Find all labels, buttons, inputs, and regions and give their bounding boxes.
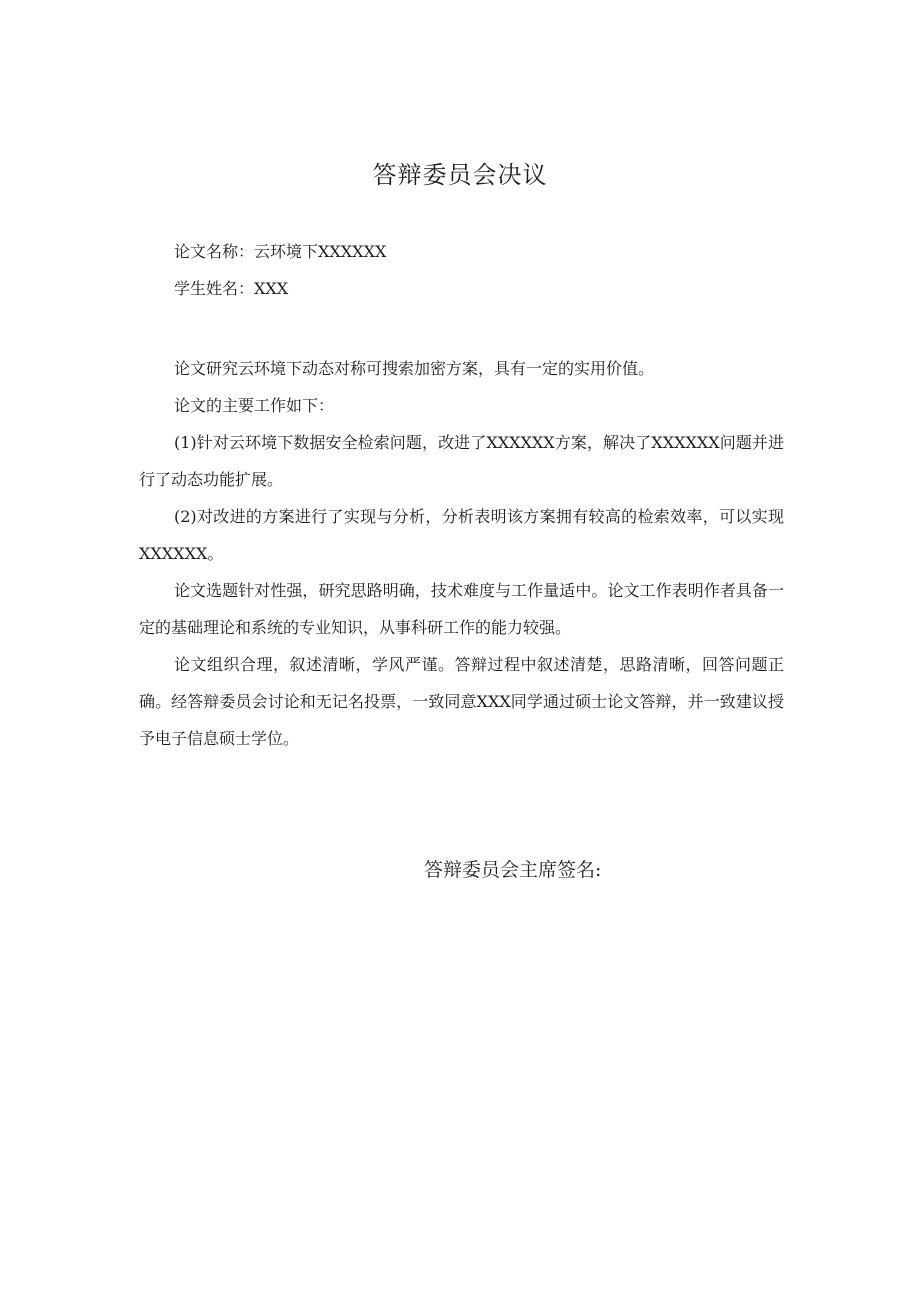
paragraph-summary: 论文研究云环境下动态对称可搜索加密方案，具有一定的实用价值。 [174, 359, 655, 378]
chair-signature-label: 答辩委员会主席签名: [424, 859, 602, 881]
document-title: 答辩委员会决议 [372, 161, 548, 189]
paragraph-main-work-intro: 论文的主要工作如下： [174, 396, 335, 415]
paragraph-work-item-2: (2)对改进的方案进行了实现与分析，分析表明该方案拥有较高的检索效率，可以实现XXXXXX。 [139, 507, 784, 563]
resolution-body [139, 350, 784, 757]
student-name-line: 学生姓名：XXX [174, 279, 289, 298]
paragraph-work-item-1: (1)针对云环境下数据安全检索问题，改进了XXXXXX方案，解决了XXXXXX问题并进行了动态功能扩展。 [139, 433, 784, 489]
paragraph-conclusion: 论文组织合理，叙述清晰，学风严谨。答辩过程中叙述清楚，思路清晰，回答问题正确。经答辩委员会讨论和无记名投票，一致同意XXX同学通过硕士论文答辩，并一致建议授予电子信息硕士学位。 [139, 655, 784, 748]
paragraph-evaluation: 论文选题针对性强，研究思路明确，技术难度与工作量适中。论文工作表明作者具备一定的基础理论和系统的专业知识，从事科研工作的能力较强。 [139, 581, 784, 637]
thesis-title-line: 论文名称：云环境下XXXXXX [174, 242, 387, 261]
